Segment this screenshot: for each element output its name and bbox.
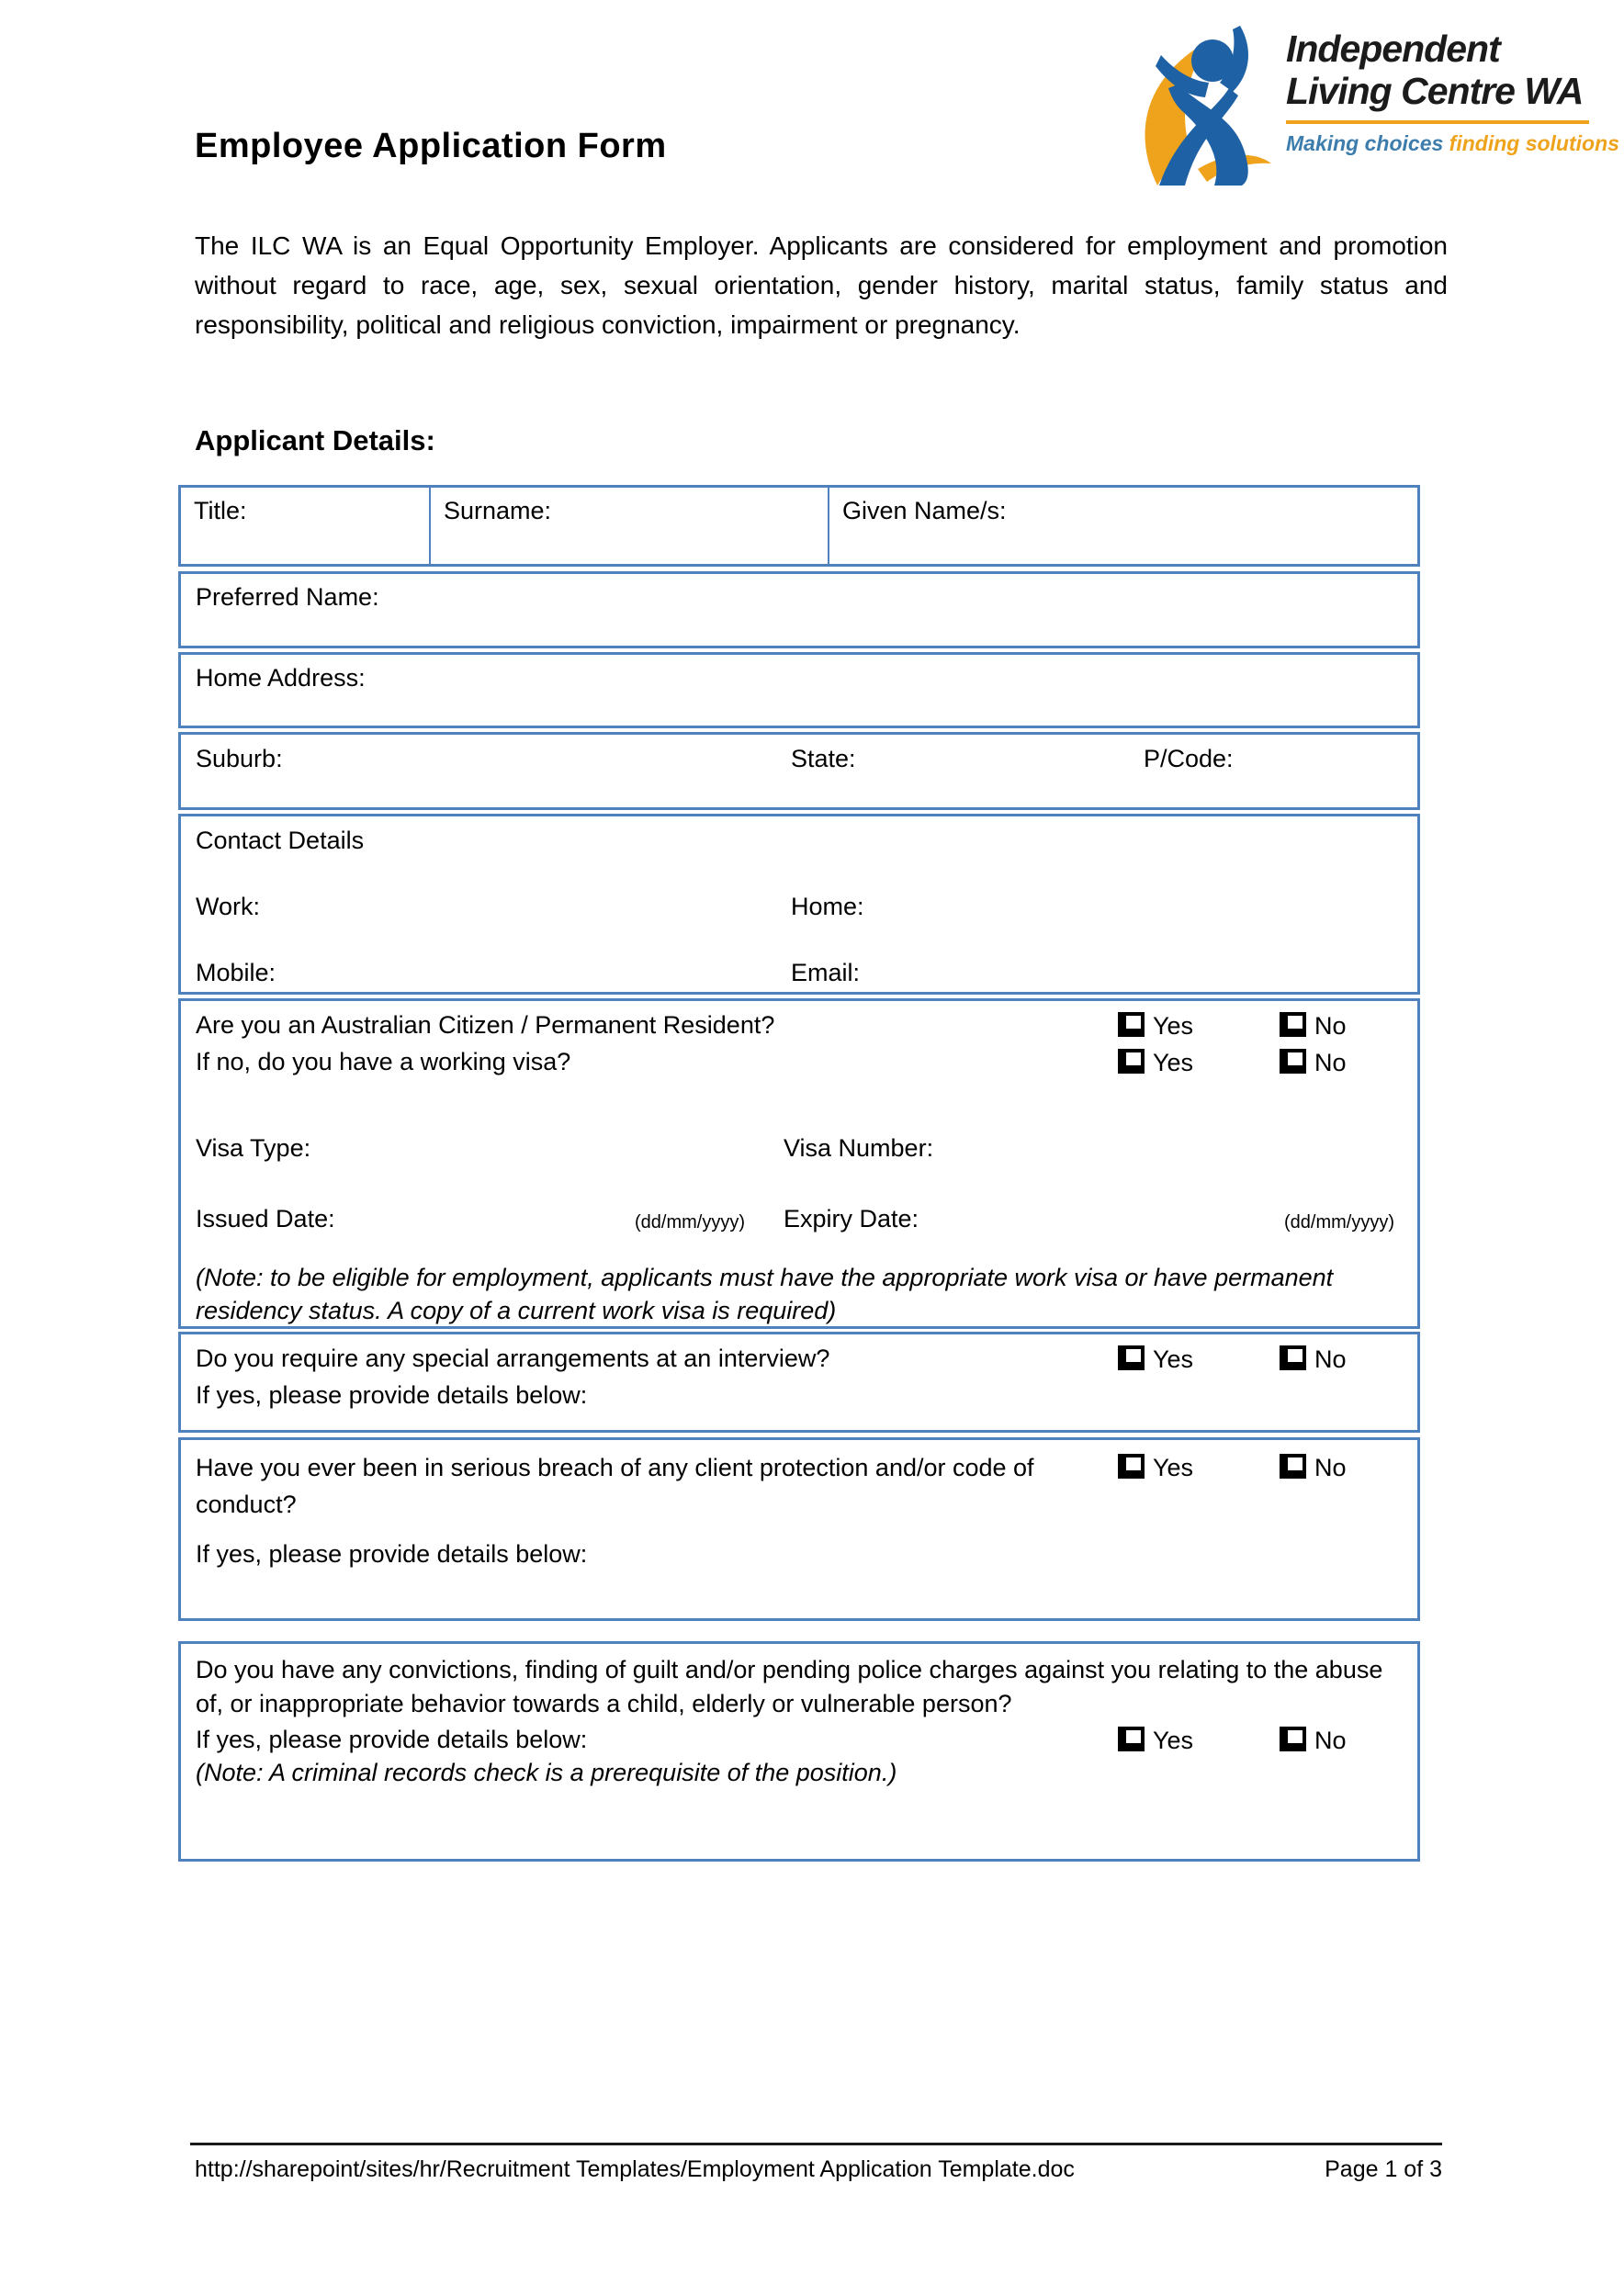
applicant-details-heading: Applicant Details: [195, 424, 435, 456]
no-label: No [1314, 1345, 1347, 1373]
email-label: Email: [791, 959, 861, 986]
logo-tagline-finding-solutions: finding solutions [1449, 131, 1619, 155]
logo-name-line2: Living Centre WA [1286, 70, 1584, 112]
serious-breach-yes-checkbox[interactable] [1118, 1454, 1145, 1479]
working-visa-no-checkbox[interactable] [1280, 1049, 1306, 1074]
home-address-field[interactable] [178, 652, 1420, 728]
state-label: State: [791, 745, 856, 772]
convictions-no-option [1280, 1726, 1347, 1755]
ilc-person-icon [1137, 24, 1277, 186]
special-arrangements-question-label: Do you require any special arrangements at an interview? [196, 1345, 830, 1372]
expiry-date-format-hint: (dd/mm/yyyy) [1284, 1212, 1394, 1232]
logo-name-line1: Independent [1286, 28, 1500, 70]
working-visa-no-option [1280, 1048, 1347, 1077]
yes-label: Yes [1153, 1345, 1194, 1373]
citizenship-visa-section [178, 998, 1420, 1329]
convictions-yes-option [1118, 1726, 1193, 1755]
special-arrangements-yes-option [1118, 1345, 1193, 1374]
equal-opportunity-paragraph: The ILC WA is an Equal Opportunity Employer. Applicants are considered for employment and promotion without regard to race, age, sex, sexual orientation, gender history, marital status, family status and responsibility, political and religious conviction, impairment or pregnancy. [195, 231, 1448, 339]
working-visa-yes-checkbox[interactable] [1118, 1049, 1145, 1074]
pcode-label: P/Code: [1144, 745, 1234, 772]
given-names-label: Given Name/s: [842, 497, 1007, 524]
serious-breach-yes-option [1118, 1453, 1193, 1482]
serious-breach-no-option [1280, 1453, 1347, 1482]
title-field[interactable] [181, 488, 431, 564]
preferred-name-label: Preferred Name: [196, 583, 379, 611]
issued-date-format-hint: (dd/mm/yyyy) [635, 1212, 745, 1232]
special-arrangements-section[interactable] [178, 1332, 1420, 1433]
special-arrangements-no-checkbox[interactable] [1280, 1345, 1306, 1370]
serious-breach-details-label: If yes, please provide details below: [196, 1540, 588, 1568]
suburb-state-pcode-field[interactable] [178, 732, 1420, 810]
contact-details-field[interactable] [178, 814, 1420, 995]
visa-type-number-field[interactable] [196, 1133, 1403, 1163]
no-label: No [1314, 1012, 1347, 1040]
home-phone-label: Home: [791, 893, 864, 920]
citizen-yes-checkbox[interactable] [1118, 1012, 1145, 1037]
convictions-question-label: Do you have any convictions, finding of guilt and/or pending police charges against you relating to the abuse of, or inappropriate behavior towards a child, elderly or vulnerable person? [196, 1656, 1383, 1717]
convictions-yes-checkbox[interactable] [1118, 1727, 1145, 1751]
working-visa-question-label: If no, do you have a working visa? [196, 1048, 571, 1075]
page-title: Employee Application Form [195, 127, 667, 165]
ilc-logo [1137, 20, 1619, 186]
yes-label: Yes [1153, 1012, 1194, 1040]
home-address-label: Home Address: [196, 664, 366, 692]
table-row-name [178, 485, 1420, 567]
working-visa-yes-option [1118, 1048, 1193, 1077]
visa-note: (Note: to be eligible for employment, applicants must have the appropriate work visa or have permanent residency status. A copy of a current work visa is required) [196, 1264, 1334, 1324]
serious-breach-section[interactable] [178, 1437, 1420, 1621]
title-label: Title: [194, 497, 247, 524]
convictions-no-checkbox[interactable] [1280, 1727, 1306, 1751]
special-arrangements-details-label: If yes, please provide details below: [196, 1381, 588, 1409]
serious-breach-no-checkbox[interactable] [1280, 1454, 1306, 1479]
preferred-name-field[interactable] [178, 571, 1420, 648]
logo-underline [1286, 120, 1589, 124]
citizen-question-label: Are you an Australian Citizen / Permanent Resident? [196, 1011, 775, 1039]
issued-date-label: Issued Date: [196, 1205, 335, 1232]
convictions-section[interactable] [178, 1641, 1420, 1862]
footer-divider [190, 2143, 1442, 2145]
convictions-details-label: If yes, please provide details below: [196, 1726, 588, 1753]
visa-type-label: Visa Type: [196, 1134, 311, 1162]
citizen-no-option [1280, 1011, 1347, 1041]
surname-field[interactable] [431, 488, 829, 564]
no-label: No [1314, 1049, 1347, 1076]
applicant-details-table [178, 485, 1420, 1862]
suburb-label: Suburb: [196, 745, 283, 772]
mobile-phone-label: Mobile: [196, 959, 276, 986]
yes-label: Yes [1153, 1049, 1194, 1076]
logo-tagline [1286, 131, 1619, 156]
surname-label: Surname: [444, 497, 552, 524]
given-names-field[interactable] [829, 488, 1417, 564]
expiry-date-label: Expiry Date: [784, 1205, 919, 1232]
special-arrangements-no-option [1280, 1345, 1347, 1374]
special-arrangements-yes-checkbox[interactable] [1118, 1345, 1145, 1370]
no-label: No [1314, 1727, 1347, 1754]
yes-label: Yes [1153, 1727, 1194, 1754]
visa-number-label: Visa Number: [784, 1134, 934, 1162]
yes-label: Yes [1153, 1454, 1194, 1481]
contact-details-label: Contact Details [196, 827, 365, 854]
criminal-records-note: (Note: A criminal records check is a prerequisite of the position.) [196, 1759, 897, 1786]
footer-page-number: Page 1 of 3 [1325, 2156, 1442, 2182]
logo-tagline-making-choices: Making choices [1286, 131, 1444, 155]
work-phone-label: Work: [196, 893, 261, 920]
citizen-yes-option [1118, 1011, 1193, 1041]
footer-document-path: http://sharepoint/sites/hr/Recruitment Templates/Employment Application Template.doc [195, 2156, 1075, 2182]
no-label: No [1314, 1454, 1347, 1481]
serious-breach-question-label: Have you ever been in serious breach of any client protection and/or code of conduct? [196, 1454, 1034, 1518]
visa-dates-field[interactable] [196, 1204, 1403, 1233]
citizen-no-checkbox[interactable] [1280, 1012, 1306, 1037]
